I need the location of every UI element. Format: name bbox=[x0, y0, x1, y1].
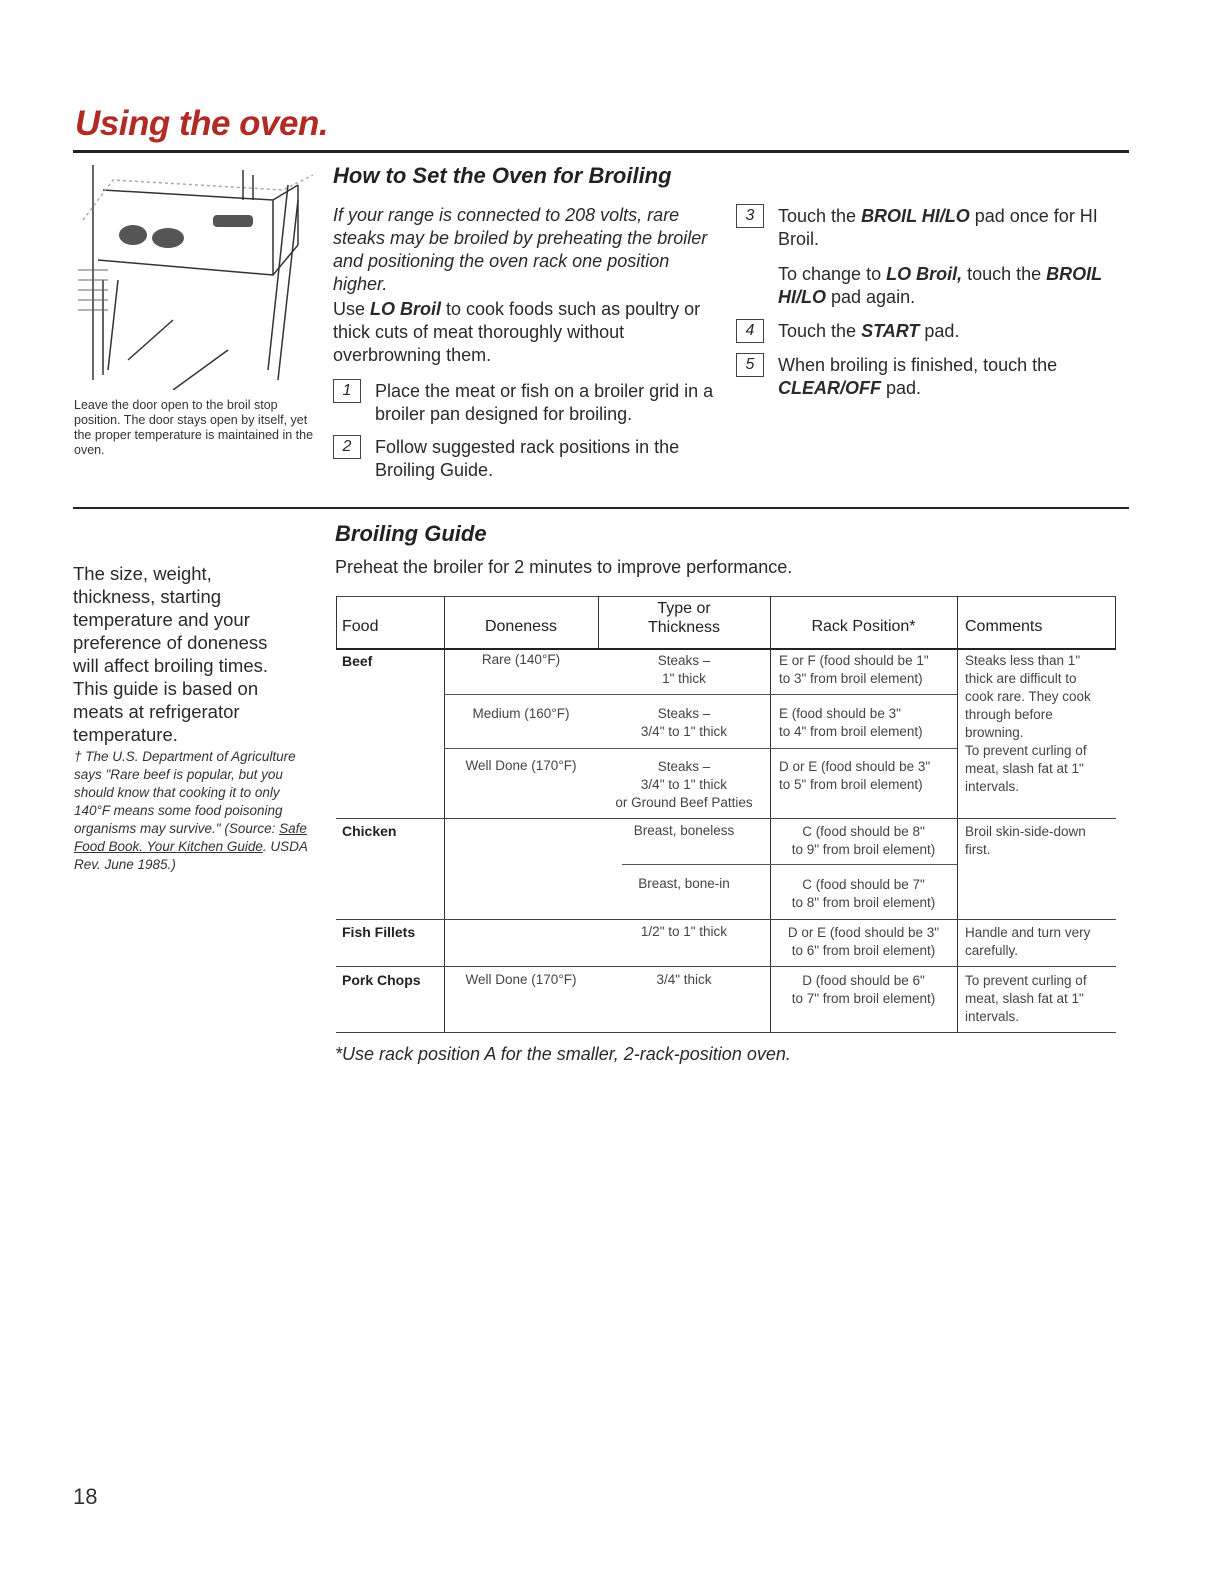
page-title: Using the oven. bbox=[75, 104, 329, 143]
step-text: Place the meat or fish on a broiler grid in a broiler pan designed for broiling. bbox=[375, 381, 714, 424]
lo-broil-note: Use LO Broil to cook foods such as poultry or thick cuts of meat thoroughly without overbrowning them. bbox=[333, 299, 701, 365]
step-number: 4 bbox=[736, 319, 764, 343]
chicken-comment: Broil skin-side-down first. bbox=[965, 824, 1086, 857]
broiling-heading: How to Set the Oven for Broiling bbox=[333, 163, 672, 188]
beef-comment: Steaks less than 1" thick are difficult to cook rare. They cook through before browning. To prevent curling of meat, slash fat at 1" intervals. bbox=[965, 653, 1091, 794]
beef-well-type: Steaks – 3/4" to 1" thick or Ground Beef Patties bbox=[615, 759, 753, 810]
step-2 bbox=[333, 436, 723, 482]
usda-footnote: † The U.S. Department of Agriculture says "Rare beef is popular, but you should know that cooking it to only 140°F means some food poisoning organisms may survive." (Source: Safe Food Book. Your Kitchen Guide. USDA Rev. June 1985.) bbox=[74, 749, 308, 872]
preheat-note: Preheat the broiler for 2 minutes to improve performance. bbox=[335, 557, 793, 577]
step-1 bbox=[333, 380, 723, 426]
header-comments: Comments bbox=[965, 618, 1043, 635]
beef-medium-type: Steaks – 3/4" to 1" thick bbox=[640, 706, 728, 739]
oven-door-illustration bbox=[73, 160, 313, 390]
rack-footnote: *Use rack position A for the smaller, 2-rack-position oven. bbox=[335, 1044, 791, 1064]
pork-type: 3/4" thick bbox=[656, 972, 712, 987]
pork-comment: To prevent curling of meat, slash fat at 1" intervals. bbox=[965, 973, 1087, 1024]
voltage-note: If your range is connected to 208 volts, rare steaks may be broiled by preheating the broiler and positioning the oven rack one position higher. bbox=[333, 205, 708, 294]
oven-door-icon bbox=[73, 160, 313, 390]
image-caption: Leave the door open to the broil stop position. The door stays open by itself, yet the proper temperature is maintained in the oven. bbox=[74, 398, 314, 457]
section-rule bbox=[73, 507, 1129, 509]
step-number: 2 bbox=[333, 435, 361, 459]
chicken-bonein-rack: C (food should be 7" to 8" from broil element) bbox=[791, 877, 936, 910]
header-type: Type or Thickness bbox=[647, 600, 721, 636]
beef-rare-type: Steaks – 1" thick bbox=[657, 653, 711, 686]
broiling-guide-heading: Broiling Guide bbox=[335, 521, 487, 546]
beef-medium-rack: E (food should be 3" to 4" from broil element) bbox=[779, 706, 923, 739]
sidebar-text: The size, weight, thickness, starting temperature and your preference of doneness will affect broiling times. This guide is based on meats at refrigerator temperature. bbox=[73, 563, 269, 745]
broiling-guide-table bbox=[336, 596, 1116, 1036]
chicken-boneless-type: Breast, boneless bbox=[633, 823, 735, 838]
step-text: Touch the BROIL HI/LO pad once for HI Broil. To change to LO Broil, touch the BROIL HI/LO pad again. bbox=[778, 205, 1116, 309]
pork-doneness: Well Done (170°F) bbox=[465, 972, 577, 987]
beef-rare-doneness: Rare (140°F) bbox=[481, 652, 561, 667]
fish-rack: D or E (food should be 3" to 6" from broil element) bbox=[787, 925, 940, 958]
beef-well-rack: D or E (food should be 3" to 5" from broil element) bbox=[779, 759, 931, 792]
step-4 bbox=[736, 320, 1116, 343]
beef-well-doneness: Well Done (170°F) bbox=[465, 758, 577, 773]
step-3-subtext: To change to LO Broil, touch the BROIL HI/LO pad again. bbox=[778, 264, 1102, 307]
step-number: 1 bbox=[333, 379, 361, 403]
step-5 bbox=[736, 354, 1116, 400]
chicken-bonein-type: Breast, bone-in bbox=[638, 876, 730, 891]
page-number: 18 bbox=[73, 1484, 98, 1509]
food-beef: Beef bbox=[342, 653, 373, 669]
step-text: Touch the START pad. bbox=[778, 321, 960, 341]
header-food: Food bbox=[342, 618, 379, 635]
food-chicken: Chicken bbox=[342, 823, 397, 839]
step-number: 5 bbox=[736, 353, 764, 377]
food-fish-fillets: Fish Fillets bbox=[342, 924, 416, 940]
step-3 bbox=[736, 205, 1116, 309]
food-pork-chops: Pork Chops bbox=[342, 972, 421, 988]
step-number: 3 bbox=[736, 204, 764, 228]
header-doneness: Doneness bbox=[484, 618, 558, 635]
title-rule bbox=[73, 150, 1129, 153]
header-rack: Rack Position* bbox=[811, 618, 916, 635]
beef-medium-doneness: Medium (160°F) bbox=[472, 706, 570, 721]
fish-comment: Handle and turn very carefully. bbox=[965, 925, 1091, 958]
beef-rare-rack: E or F (food should be 1" to 3" from broil element) bbox=[779, 653, 929, 686]
chicken-boneless-rack: C (food should be 8" to 9" from broil element) bbox=[791, 824, 936, 857]
step-text: When broiling is finished, touch the CLEAR/OFF pad. bbox=[778, 355, 1058, 398]
pork-rack: D (food should be 6" to 7" from broil element) bbox=[791, 973, 936, 1006]
step-text: Follow suggested rack positions in the Broiling Guide. bbox=[375, 437, 680, 480]
fish-type: 1/2" to 1" thick bbox=[640, 924, 728, 939]
